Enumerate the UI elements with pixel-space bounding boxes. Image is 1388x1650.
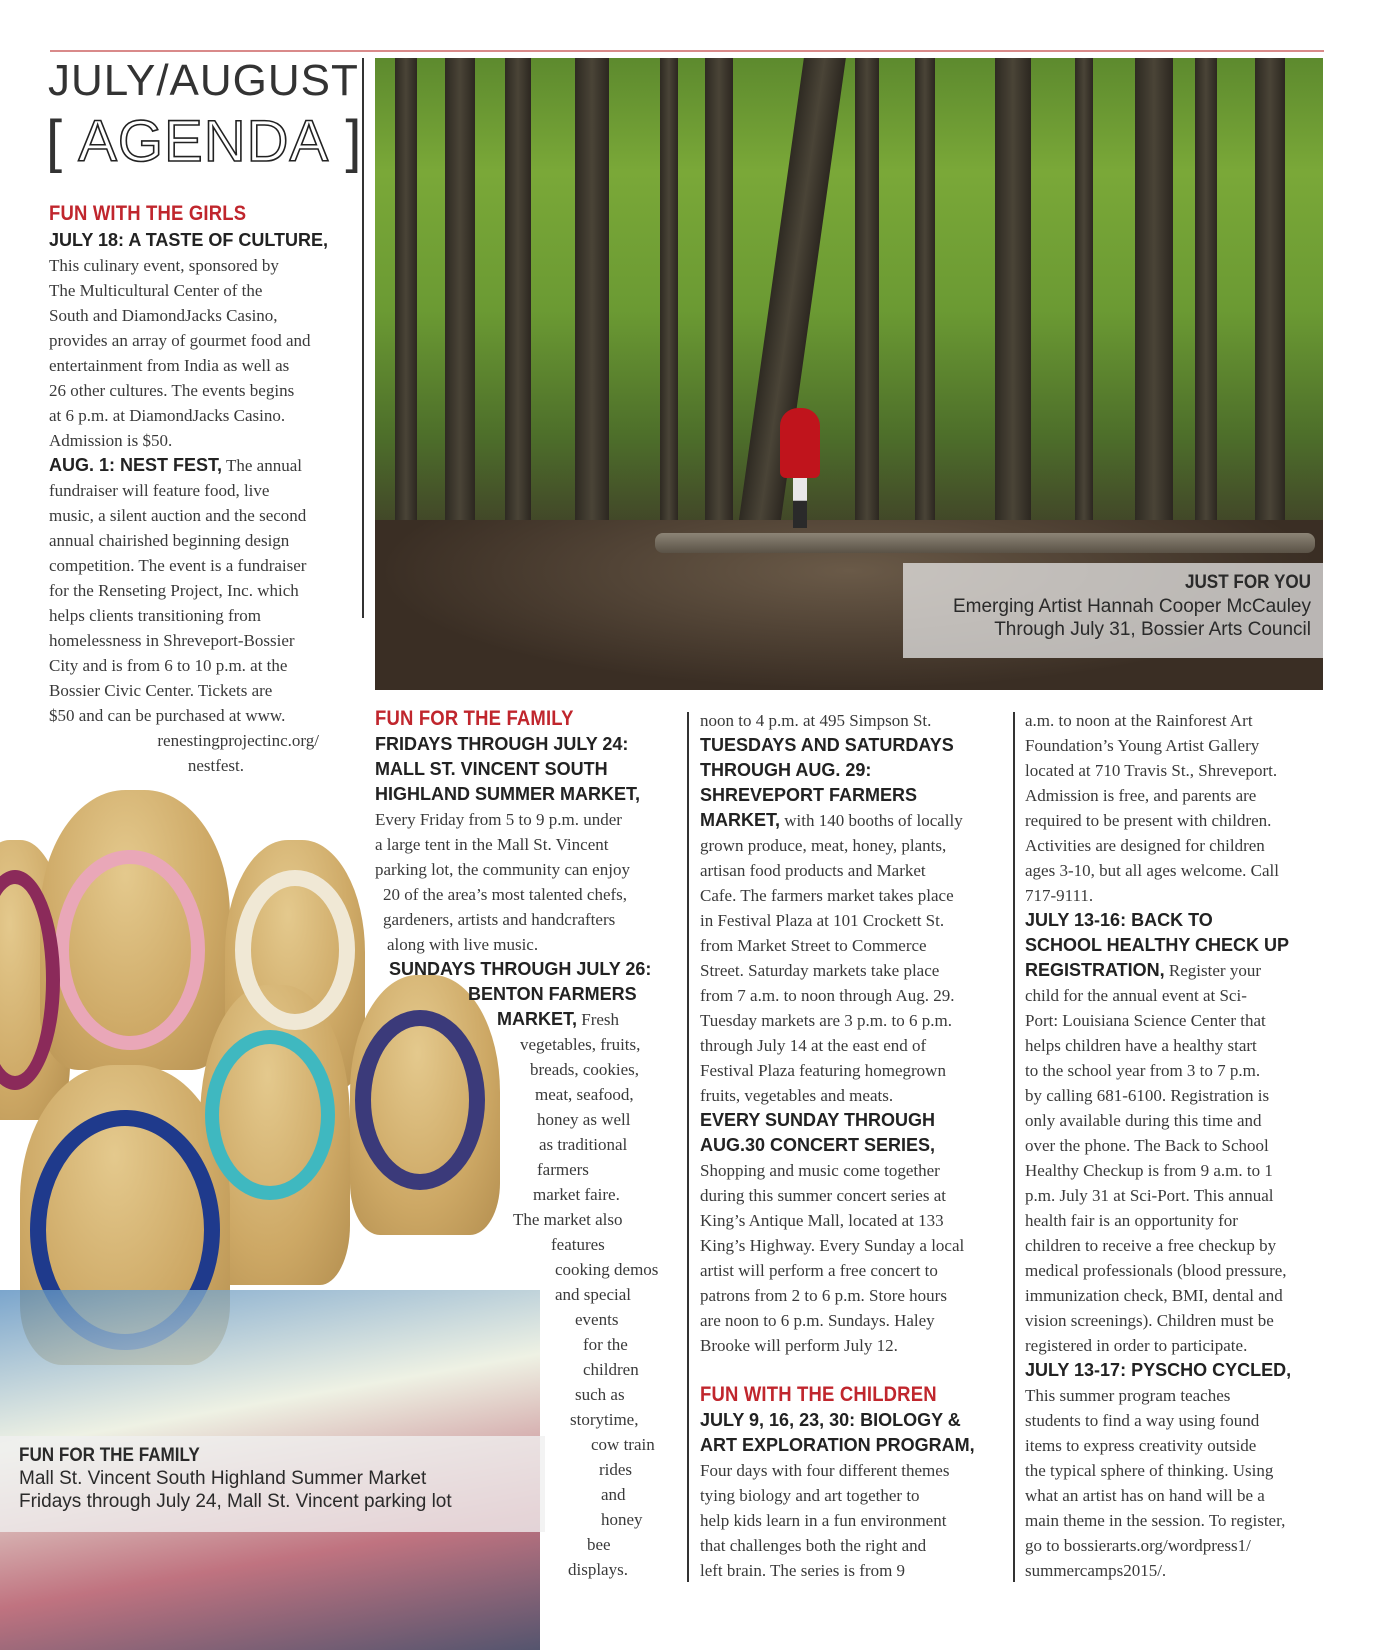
text-line: rides xyxy=(599,1460,633,1479)
text-line: Every Friday from 5 to 9 p.m. under xyxy=(375,810,622,829)
text-line: Admission is $50. xyxy=(49,431,173,450)
text-line: King’s Highway. Every Sunday a local xyxy=(700,1236,965,1255)
text-line: fundraiser will feature food, live xyxy=(49,481,270,500)
text-line: items to express creativity outside xyxy=(1025,1436,1257,1455)
text-line: features xyxy=(551,1235,605,1254)
text-line: such as xyxy=(575,1385,625,1404)
masthead-month: JULY/AUGUST xyxy=(48,56,359,105)
event-url[interactable]: renestingprojectinc.org/ nestfest. xyxy=(157,731,319,775)
text-line: entertainment from India as well as xyxy=(49,356,290,375)
text-line: grown produce, meat, honey, plants, xyxy=(700,836,947,855)
text-line: vegetables, fruits, xyxy=(520,1035,641,1054)
text-line: go to bossierarts.org/wordpress1/ xyxy=(1025,1536,1251,1555)
event-body xyxy=(1025,1383,1345,1583)
text-line: help kids learn in a fun environment xyxy=(700,1511,947,1530)
text-line: ages 3-10, but all ages welcome. Call xyxy=(1025,861,1279,880)
text-line: Bossier Civic Center. Tickets are xyxy=(49,681,273,700)
text-line: required to be present with children. xyxy=(1025,811,1272,830)
text-line: Port: Louisiana Science Center that xyxy=(1025,1011,1266,1030)
text-line: parking lot, the community can enjoy xyxy=(375,860,630,879)
text-line: The market also xyxy=(513,1210,623,1229)
text-line: left brain. The series is from 9 xyxy=(700,1561,906,1580)
text-line: King’s Antique Mall, located at 133 xyxy=(700,1211,944,1230)
column-divider xyxy=(362,58,364,618)
text-line: Healthy Checkup is from 9 a.m. to 1 xyxy=(1025,1161,1273,1180)
text-line: farmers xyxy=(537,1160,589,1179)
section-heading: FUN FOR THE FAMILY xyxy=(375,707,574,730)
text-line: Admission is free, and parents are xyxy=(1025,786,1257,805)
text-line: health fair is an opportunity for xyxy=(1025,1211,1238,1230)
event-body xyxy=(375,1032,675,1582)
agenda-title: AGENDA xyxy=(78,109,330,174)
text-line: music, a silent auction and the second xyxy=(49,506,307,525)
text-line: honey xyxy=(601,1510,643,1529)
text-line: artisan food products and Market xyxy=(700,861,926,880)
text-line: only available during this time and xyxy=(1025,1111,1262,1130)
text-line: The Multicultural Center of the xyxy=(49,281,263,300)
text-line: from 7 a.m. to noon through Aug. 29. xyxy=(700,986,955,1005)
text-line: for the Renseting Project, Inc. which xyxy=(49,581,299,600)
text-line: medical professionals (blood pressure, xyxy=(1025,1261,1287,1280)
column-4 xyxy=(1025,708,1345,1583)
text-line: Brooke will perform July 12. xyxy=(700,1336,898,1355)
text-line: displays. xyxy=(568,1560,628,1579)
text-line: 26 other cultures. The events begins xyxy=(49,381,295,400)
text-line: provides an array of gourmet food and xyxy=(49,331,311,350)
text-line: students to find a way using found xyxy=(1025,1411,1260,1430)
text-line: along with live music. xyxy=(387,935,539,954)
text-line: Foundation’s Young Artist Gallery xyxy=(1025,736,1260,755)
text-line: in Festival Plaza at 101 Crockett St. xyxy=(700,911,945,930)
text-line: children to receive a free checkup by xyxy=(1025,1236,1277,1255)
text-line: summercamps2015/. xyxy=(1025,1561,1167,1580)
text-line: for the xyxy=(583,1335,628,1354)
event-body-continued xyxy=(1025,708,1345,908)
text-line: a large tent in the Mall St. Vincent xyxy=(375,835,609,854)
text-line: p.m. July 31 at Sci-Port. This annual xyxy=(1025,1186,1274,1205)
bracket-close: ] xyxy=(345,109,362,174)
forest-photo xyxy=(375,58,1323,690)
column-3 xyxy=(700,708,1010,1583)
text-line: a.m. to noon at the Rainforest Art xyxy=(1025,711,1253,730)
text-line: registered in order to participate. xyxy=(1025,1336,1248,1355)
text-line: bee xyxy=(587,1535,611,1554)
text-line: competition. The event is a fundraiser xyxy=(49,556,307,575)
caption-line: Emerging Artist Hannah Cooper McCauley xyxy=(952,596,1311,617)
text-line: tying biology and art together to xyxy=(700,1486,920,1505)
text-line: patrons from 2 to 6 p.m. Store hours xyxy=(700,1286,947,1305)
masthead-title xyxy=(46,108,361,175)
text-line: during this summer concert series at xyxy=(700,1186,946,1205)
event-heading: JULY 13-17: PYSCHO CYCLED, xyxy=(1025,1360,1292,1380)
text-line: gardeners, artists and handcrafters xyxy=(383,910,616,929)
text-line: cooking demos xyxy=(555,1260,659,1279)
text-line: storytime, xyxy=(570,1410,639,1429)
event-heading: TUESDAYS AND SATURDAYS THROUGH AUG. 29: SHREVEPORT FARMERS xyxy=(700,735,954,805)
text-line: main theme in the session. To register, xyxy=(1025,1511,1286,1530)
text-line: honey as well xyxy=(537,1110,631,1129)
text-line: vision screenings). Children must be xyxy=(1025,1311,1274,1330)
text-line: homelessness in Shreveport-Bossier xyxy=(49,631,295,650)
text-line: breads, cookies, xyxy=(530,1060,640,1079)
text-line: Four days with four different themes xyxy=(700,1461,950,1480)
text-line: helps children have a healthy start xyxy=(1025,1036,1257,1055)
text-line: events xyxy=(575,1310,619,1329)
text-line: Shopping and music come together xyxy=(700,1161,940,1180)
text-line: over the phone. The Back to School xyxy=(1025,1136,1269,1155)
text-line: the typical sphere of thinking. Using xyxy=(1025,1461,1274,1480)
section-heading: FUN WITH THE GIRLS xyxy=(49,202,247,225)
text-line: as traditional xyxy=(539,1135,628,1154)
text-line: Street. Saturday markets take place xyxy=(700,961,940,980)
column-divider xyxy=(687,712,689,1582)
caption-title: JUST FOR YOU xyxy=(1184,572,1311,593)
event-body-continued: noon to 4 p.m. at 495 Simpson St. xyxy=(700,711,932,730)
text-line: to the school year from 3 to 7 p.m. xyxy=(1025,1061,1261,1080)
text-line: South and DiamondJacks Casino, xyxy=(49,306,278,325)
column-divider xyxy=(1013,712,1015,1582)
event-body xyxy=(700,833,1010,1108)
text-line: what an artist has on hand will be a xyxy=(1025,1486,1265,1505)
text-line: Tuesday markets are 3 p.m. to 6 p.m. xyxy=(700,1011,952,1030)
bracket-open: [ xyxy=(46,109,63,174)
event-heading: JULY 9, 16, 23, 30: BIOLOGY & ART EXPLORATION PROGRAM, xyxy=(700,1410,975,1455)
text-line: immunization check, BMI, dental and xyxy=(1025,1286,1283,1305)
text-line: artist will perform a free concert to xyxy=(700,1261,938,1280)
red-cloak-figure xyxy=(780,408,820,478)
event-heading: FRIDAYS THROUGH JULY 24: MALL ST. VINCENT SOUTH HIGHLAND SUMMER MARKET, xyxy=(375,734,640,804)
text-line: 717-9111. xyxy=(1025,886,1094,905)
text-line: City and is from 6 to 10 p.m. at the xyxy=(49,656,288,675)
event-body: AUG. 1: NEST FEST, The annual xyxy=(49,455,302,475)
event-body xyxy=(700,1158,1010,1358)
text-line: child for the annual event at Sci- xyxy=(1025,986,1247,1005)
text-line: This summer program teaches xyxy=(1025,1386,1231,1405)
caption-line: Through July 31, Bossier Arts Council xyxy=(994,619,1311,640)
text-line: annual chairished beginning design xyxy=(49,531,290,550)
text-line: market faire. xyxy=(533,1185,620,1204)
text-line: children xyxy=(583,1360,639,1379)
event-heading: EVERY SUNDAY THROUGH AUG.30 CONCERT SERIES, xyxy=(700,1110,936,1155)
column-fun-with-girls xyxy=(49,200,359,778)
event-heading: SUNDAYS THROUGH JULY 26: BENTON FARMERS xyxy=(389,959,652,1004)
event-body xyxy=(375,807,675,957)
caption-title: FUN FOR THE FAMILY xyxy=(19,1445,200,1466)
column-fun-for-family xyxy=(375,706,675,1582)
event-body xyxy=(49,253,359,453)
section-heading: FUN WITH THE CHILDREN xyxy=(700,1383,937,1406)
text-line: that challenges both the right and xyxy=(700,1536,927,1555)
event-body xyxy=(700,1458,1010,1583)
text-line: 20 of the area’s most talented chefs, xyxy=(383,885,628,904)
text-line: are noon to 6 p.m. Sundays. Haley xyxy=(700,1311,935,1330)
text-line: located at 710 Travis St., Shreveport. xyxy=(1025,761,1278,780)
event-body xyxy=(1025,983,1345,1358)
event-body: REGISTRATION, Register your xyxy=(1025,960,1261,980)
text-line: Festival Plaza featuring homegrown xyxy=(700,1061,946,1080)
text-line: meat, seafood, xyxy=(535,1085,634,1104)
text-line: and xyxy=(601,1485,626,1504)
text-line: cow train xyxy=(591,1435,655,1454)
event-body xyxy=(49,478,359,728)
event-body: MARKET, Fresh xyxy=(497,1009,620,1029)
event-heading: AUG. 1: NEST FEST, xyxy=(49,455,223,475)
text-line: through July 14 at the east end of xyxy=(700,1036,927,1055)
event-heading: JULY 13-16: BACK TO SCHOOL HEALTHY CHECK UP xyxy=(1025,910,1290,955)
caption-line: Fridays through July 24, Mall St. Vincent parking lot xyxy=(19,1491,452,1512)
event-body: MARKET, with 140 booths of locally xyxy=(700,810,963,830)
text-line: from Market Street to Commerce xyxy=(700,936,927,955)
text-line: and special xyxy=(555,1285,631,1304)
caption-line: Mall St. Vincent South Highland Summer Market xyxy=(19,1468,427,1489)
text-line: at 6 p.m. at DiamondJacks Casino. xyxy=(49,406,286,425)
forest-photo-caption xyxy=(903,563,1323,658)
text-line: fruits, vegetables and meats. xyxy=(700,1086,894,1105)
text-line: This culinary event, sponsored by xyxy=(49,256,279,275)
text-line: Cafe. The farmers market takes place xyxy=(700,886,954,905)
text-line: helps clients transitioning from xyxy=(49,606,261,625)
event-heading: JULY 18: A TASTE OF CULTURE, xyxy=(49,230,329,250)
text-line: $50 and can be purchased at www. xyxy=(49,706,286,725)
top-rule xyxy=(50,50,1324,52)
text-line: Activities are designed for children xyxy=(1025,836,1265,855)
text-line: by calling 681-6100. Registration is xyxy=(1025,1086,1270,1105)
